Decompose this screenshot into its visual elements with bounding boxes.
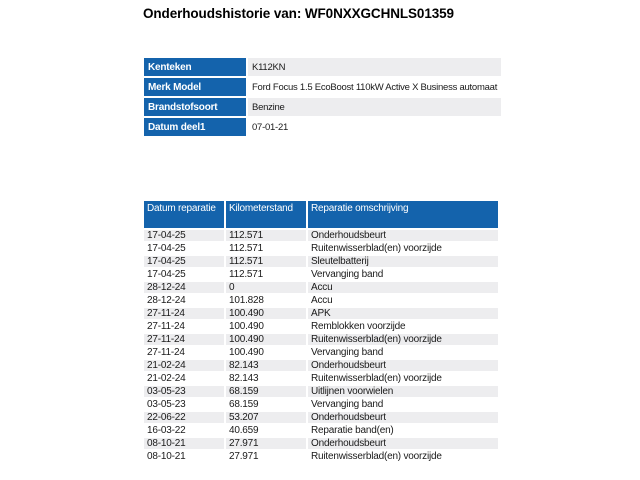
maintenance-history-body <box>144 230 498 462</box>
history-column-header: Datum reparatie <box>144 201 224 228</box>
history-odometer: 68.159 <box>226 386 306 397</box>
history-row <box>144 256 498 267</box>
history-row <box>144 373 498 384</box>
vehicle-info-value: Benzine <box>248 98 501 116</box>
history-odometer: 100.490 <box>226 321 306 332</box>
history-date: 17-04-25 <box>144 256 224 267</box>
history-date: 03-05-23 <box>144 386 224 397</box>
vehicle-info-value: K112KN <box>248 58 501 76</box>
vehicle-info-row <box>144 78 501 96</box>
maintenance-history-table <box>142 199 500 464</box>
history-description: Uitlijnen voorwielen <box>308 386 498 397</box>
vehicle-info-value: Ford Focus 1.5 EcoBoost 110kW Active X Business automaat <box>248 78 501 96</box>
history-odometer: 0 <box>226 282 306 293</box>
history-description: Ruitenwisserblad(en) voorzijde <box>308 373 498 384</box>
history-description: Vervanging band <box>308 399 498 410</box>
vehicle-info-body <box>144 58 501 136</box>
history-description: Onderhoudsbeurt <box>308 360 498 371</box>
history-description: Ruitenwisserblad(en) voorzijde <box>308 451 498 462</box>
vehicle-info-row <box>144 118 501 136</box>
vehicle-info-label: Kenteken <box>144 58 246 76</box>
history-row <box>144 282 498 293</box>
maintenance-history-head <box>144 201 498 228</box>
history-description: Ruitenwisserblad(en) voorzijde <box>308 243 498 254</box>
history-row <box>144 321 498 332</box>
history-header-row <box>144 201 498 228</box>
history-odometer: 82.143 <box>226 360 306 371</box>
history-description: Vervanging band <box>308 269 498 280</box>
history-row <box>144 386 498 397</box>
history-row <box>144 295 498 306</box>
history-date: 28-12-24 <box>144 295 224 306</box>
history-row <box>144 425 498 436</box>
history-row <box>144 230 498 241</box>
history-row <box>144 308 498 319</box>
history-description: Ruitenwisserblad(en) voorzijde <box>308 334 498 345</box>
vehicle-info-label: Datum deel1 <box>144 118 246 136</box>
history-description: Vervanging band <box>308 347 498 358</box>
history-odometer: 112.571 <box>226 256 306 267</box>
history-date: 08-10-21 <box>144 451 224 462</box>
history-date: 27-11-24 <box>144 308 224 319</box>
history-description: Reparatie band(en) <box>308 425 498 436</box>
history-odometer: 53.207 <box>226 412 306 423</box>
history-row <box>144 451 498 462</box>
history-date: 27-11-24 <box>144 347 224 358</box>
history-odometer: 100.490 <box>226 308 306 319</box>
history-date: 21-02-24 <box>144 360 224 371</box>
history-date: 03-05-23 <box>144 399 224 410</box>
page-title: Onderhoudshistorie van: WF0NXXGCHNLS01359 <box>143 6 454 21</box>
history-description: Accu <box>308 295 498 306</box>
history-description: Onderhoudsbeurt <box>308 412 498 423</box>
history-description: Accu <box>308 282 498 293</box>
history-date: 27-11-24 <box>144 321 224 332</box>
history-description: Onderhoudsbeurt <box>308 438 498 449</box>
history-row <box>144 399 498 410</box>
history-date: 17-04-25 <box>144 243 224 254</box>
history-row <box>144 412 498 423</box>
history-date: 16-03-22 <box>144 425 224 436</box>
history-description: Sleutelbatterij <box>308 256 498 267</box>
history-date: 27-11-24 <box>144 334 224 345</box>
history-description: APK <box>308 308 498 319</box>
history-row <box>144 243 498 254</box>
history-odometer: 27.971 <box>226 438 306 449</box>
history-date: 28-12-24 <box>144 282 224 293</box>
history-odometer: 112.571 <box>226 243 306 254</box>
vehicle-info-table <box>142 56 503 138</box>
vehicle-info-label: Brandstofsoort <box>144 98 246 116</box>
history-date: 17-04-25 <box>144 269 224 280</box>
history-odometer: 82.143 <box>226 373 306 384</box>
history-date: 17-04-25 <box>144 230 224 241</box>
history-odometer: 27.971 <box>226 451 306 462</box>
history-description: Remblokken voorzijde <box>308 321 498 332</box>
history-row <box>144 269 498 280</box>
history-row <box>144 347 498 358</box>
history-odometer: 100.490 <box>226 334 306 345</box>
vehicle-info-label: Merk Model <box>144 78 246 96</box>
vehicle-info-row <box>144 58 501 76</box>
history-description: Onderhoudsbeurt <box>308 230 498 241</box>
history-odometer: 112.571 <box>226 230 306 241</box>
history-odometer: 68.159 <box>226 399 306 410</box>
history-row <box>144 360 498 371</box>
history-date: 08-10-21 <box>144 438 224 449</box>
history-odometer: 40.659 <box>226 425 306 436</box>
vehicle-info-value: 07-01-21 <box>248 118 501 136</box>
history-odometer: 101.828 <box>226 295 306 306</box>
history-column-header: Kilometerstand <box>226 201 306 228</box>
history-odometer: 112.571 <box>226 269 306 280</box>
history-date: 22-06-22 <box>144 412 224 423</box>
vehicle-info-row <box>144 98 501 116</box>
history-date: 21-02-24 <box>144 373 224 384</box>
history-odometer: 100.490 <box>226 347 306 358</box>
history-row <box>144 334 498 345</box>
history-row <box>144 438 498 449</box>
history-column-header: Reparatie omschrijving <box>308 201 498 228</box>
